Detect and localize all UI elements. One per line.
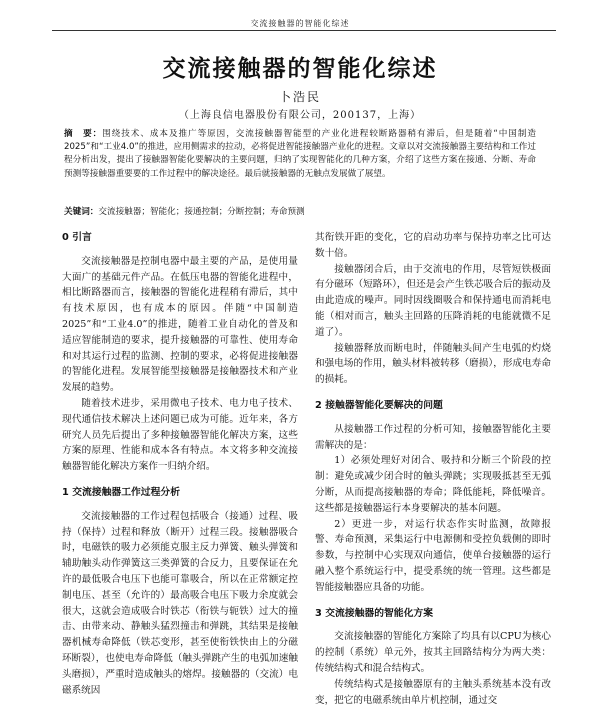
section-heading: 3 交流接触器的智能化方案 xyxy=(315,607,433,619)
keywords-label: 关键词： xyxy=(64,207,99,217)
paragraph: 随着技术进步，采用微电子技术、电力电子技术、现代通信技术解决上述问题已成为可能。近年来，各方研究人员先后提出了多种接触器智能化解决方案，这些方案的原理、性能和成本各有特点。本文将多种交流接触器智能化解决方案作一归纳介绍。 xyxy=(62,397,298,473)
abstract-text: 围绕技术、成本及推广等原因，交流接触器智能型的产业化进程较断路器稍有滞后，但是随着“中国制造2025”和“工业4.0”的推进，应用侧需求的拉动，必将促进智能接触器产业化的进程。文章以对交流接触器主要结构和工作过程分析出发，提出了接触器智能化要解决的主要问题，归纳了实现智能化的几种方案，介绍了这些方案在接通、分断、寿命预测等接触器重要要的工作过程中的解决途径。最后就接触器的无触点发展做了展望。 xyxy=(64,129,536,179)
paragraph: 接触器释放而断电时，伴随触头间产生电弧的灼烧和强电场的作用，触头材料被转移（磨损），形成电寿命的损耗。 xyxy=(315,342,551,386)
running-head: 交流接触器的智能化综述 xyxy=(250,19,350,28)
paragraph: 2）更进一步，对运行状态作实时监测，故障报警、寿命预测，采集运行中电源侧和受控负载侧的即时参数，与控制中心实现双向通信，使单台接触器的运行融入整个系统运行中，提受系统的统一管理。这些都是智能接触器应具备的功能。 xyxy=(315,518,551,593)
section-heading: 1 交流接触器工作过程分析 xyxy=(62,486,180,498)
paragraph: 交流接触器的工作过程包括吸合（接通）过程、吸持（保持）过程和释放（断开）过程三段。接触器吸合时，电磁铁的吸力必须能克服主反力弹簧、触头弹簧和辅助触头动作弹簧这三类弹簧的合反力，且要保证在允许的最低吸合电压下也能可靠吸合，所以在正常额定控制电压、甚至（允许的）最高吸合电压下吸力余度就会很大，这就会造成吸合时铁芯（衔铁与轭铁）过大的撞击、由带来动、静触头猛烈撞击和弹跳，其结果是接触器机械寿命降低（铁芯变形，甚至使衔铁快由上的分磁环断裂），也使电寿命降低（触头弹跳产生的电弧加速触头磨损），严重时造成触头的熔焊。接触器的（交流）电磁系统因 xyxy=(62,510,298,696)
left-column xyxy=(62,230,298,698)
paragraph: 其衔铁开距的变化，它的启动功率与保持功率之比可达数十倍。 xyxy=(315,232,551,259)
paragraph: 1）必须处理好对闭合、吸持和分断三个阶段的控制：避免或减少闭合时的触头弹跳；实现吸抵甚至无弧分断，从而提高接触器的寿命；降低能耗，降低噪音。这些都是接触器运行本身要解决的基本问题。 xyxy=(315,455,551,514)
abstract-label: 摘 要： xyxy=(64,129,103,139)
section-heading: 2 接触器智能化要解决的问题 xyxy=(315,399,443,411)
paper-title: 交流接触器的智能化综述 xyxy=(162,56,438,82)
keywords-text: 交流接触器；智能化；接通控制；分断控制；寿命预测 xyxy=(98,207,305,217)
paragraph: 接触器闭合后，由于交流电的作用，尽管短铁极面有分磁环（短路环），但还是会产生铁芯吸合后的振动及由此造成的噪声。同时因线圈吸合和保持通电而消耗电能（相对而言，触头主回路的压降消耗的电能就微不足道了）。 xyxy=(315,263,551,338)
right-column xyxy=(315,230,551,708)
keywords xyxy=(64,206,536,219)
header-rule xyxy=(52,30,556,31)
abstract xyxy=(64,128,536,181)
paragraph: 传统结构式是接触器原有的主触头系统基本没有改变，把它的电磁系统由单片机控制，通过交 xyxy=(315,678,551,706)
paragraph: 交流接触器的智能化方案除了均具有以CPU为核心的控制（系统）单元外，按其主回路结构分为两大类：传统结构式和混合结构式。 xyxy=(315,631,551,674)
section-heading: 0 引言 xyxy=(62,232,92,243)
author: 卜浩民 xyxy=(278,90,321,104)
paragraph: 交流接触器是控制电器中最主要的产品，是使用量大面广的基础元件产品。在低压电器的智能化进程中，相比断路器而言，接触器的智能化进程稍有滞后，其中有技术原因，也有成本的原因。伴随“中国制造2025”和“工业4.0”的推进，随着工业自动化的普及和适应智能制造的要求，提升接触器的可靠性、使用寿命和对其运行过程的监测、控制的要求，必将促进接触器的智能化进程。发展智能型接触器是接触器技术和产业发展的趋势。 xyxy=(62,255,298,394)
paragraph: 从接触器工作过程的分析可知，接触器智能化主要需解决的是： xyxy=(315,423,551,451)
affiliation: （上海良信电器股份有限公司，200137，上海） xyxy=(178,110,422,121)
